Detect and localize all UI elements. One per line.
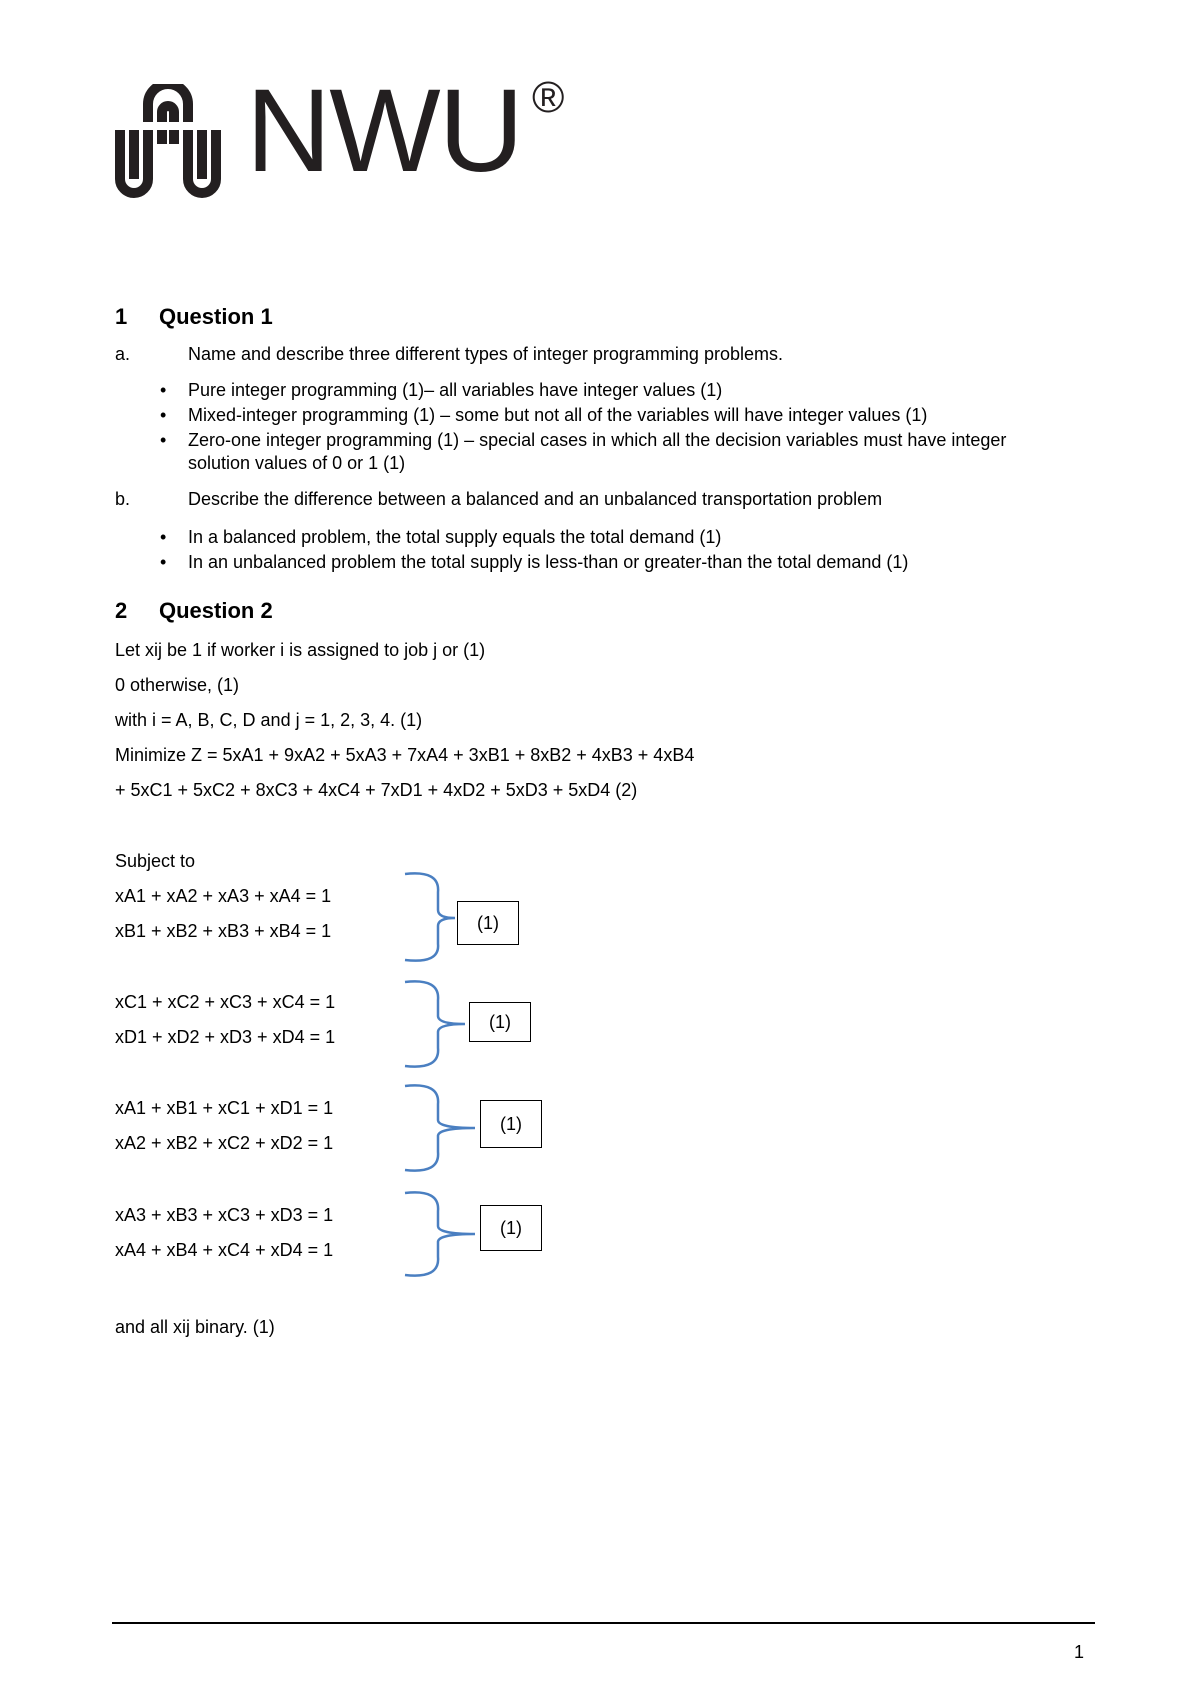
nwu-emblem-icon (112, 84, 224, 200)
bullet-icon: • (160, 430, 167, 450)
marks-box: (1) (480, 1100, 542, 1148)
bullet-icon: • (160, 552, 167, 572)
list-item-continuation: solution values of 0 or 1 (1) (188, 453, 406, 473)
heading-title: Question 2 (159, 598, 273, 623)
item-b-text: Describe the difference between a balanced and an unbalanced transportation problem (188, 489, 883, 509)
closing-line: and all xij binary. (1) (115, 1317, 275, 1337)
heading-number: 1 (115, 304, 128, 329)
list-item: Zero-one integer programming (1) – special cases in which all the decision variables must have integer (188, 430, 1007, 450)
item-b-label: b. (115, 489, 131, 509)
list-item: Pure integer programming (1)– all variables have integer values (1) (188, 380, 723, 400)
objective-line: Minimize Z = 5xA1 + 9xA2 + 5xA3 + 7xA4 + 3xB1 + 8xB2 + 4xB3 + 4xB4 (115, 745, 695, 765)
marks-box: (1) (469, 1002, 531, 1042)
heading-number: 2 (115, 598, 128, 623)
text-line: 0 otherwise, (1) (115, 675, 240, 695)
constraint: xD1 + xD2 + xD3 + xD4 = 1 (115, 1027, 336, 1047)
brace-icon (400, 1191, 480, 1277)
bullet-icon: • (160, 527, 167, 547)
list-item: In an unbalanced problem the total supply is less-than or greater-than the total demand (1) (188, 552, 909, 572)
brace-icon (400, 980, 470, 1068)
text-line: Let xij be 1 if worker i is assigned to job j or (1) (115, 640, 486, 660)
list-item: Mixed-integer programming (1) – some but not all of the variables will have integer values (1) (188, 405, 928, 425)
registered-mark: ® (532, 73, 565, 122)
item-a-label: a. (115, 344, 131, 364)
constraint: xB1 + xB2 + xB3 + xB4 = 1 (115, 921, 332, 941)
constraint: xA1 + xA2 + xA3 + xA4 = 1 (115, 886, 332, 906)
nwu-logo (112, 65, 582, 204)
constraint: xC1 + xC2 + xC3 + xC4 = 1 (115, 992, 336, 1012)
list-item: In a balanced problem, the total supply equals the total demand (1) (188, 527, 722, 547)
brace-icon (400, 872, 460, 962)
marks-box: (1) (480, 1205, 542, 1251)
footer-divider (112, 1622, 1095, 1624)
item-a-text: Name and describe three different types of integer programming problems. (188, 344, 783, 364)
constraint: xA4 + xB4 + xC4 + xD4 = 1 (115, 1240, 334, 1260)
page-number: 1 (1074, 1642, 1085, 1662)
objective-line: + 5xC1 + 5xC2 + 8xC3 + 4xC4 + 7xD1 + 4xD2 + 5xD3 + 5xD4 (2) (115, 780, 638, 800)
marks-box: (1) (457, 901, 519, 945)
constraint: xA3 + xB3 + xC3 + xD3 = 1 (115, 1205, 334, 1225)
constraint: xA1 + xB1 + xC1 + xD1 = 1 (115, 1098, 334, 1118)
brace-icon (400, 1084, 480, 1172)
heading-title: Question 1 (159, 304, 273, 329)
constraint: xA2 + xB2 + xC2 + xD2 = 1 (115, 1133, 334, 1153)
bullet-icon: • (160, 380, 167, 400)
bullet-icon: • (160, 405, 167, 425)
subject-to-label: Subject to (115, 851, 196, 871)
text-line: with i = A, B, C, D and j = 1, 2, 3, 4. (1) (115, 710, 423, 730)
logo-text: NWU (246, 65, 522, 197)
